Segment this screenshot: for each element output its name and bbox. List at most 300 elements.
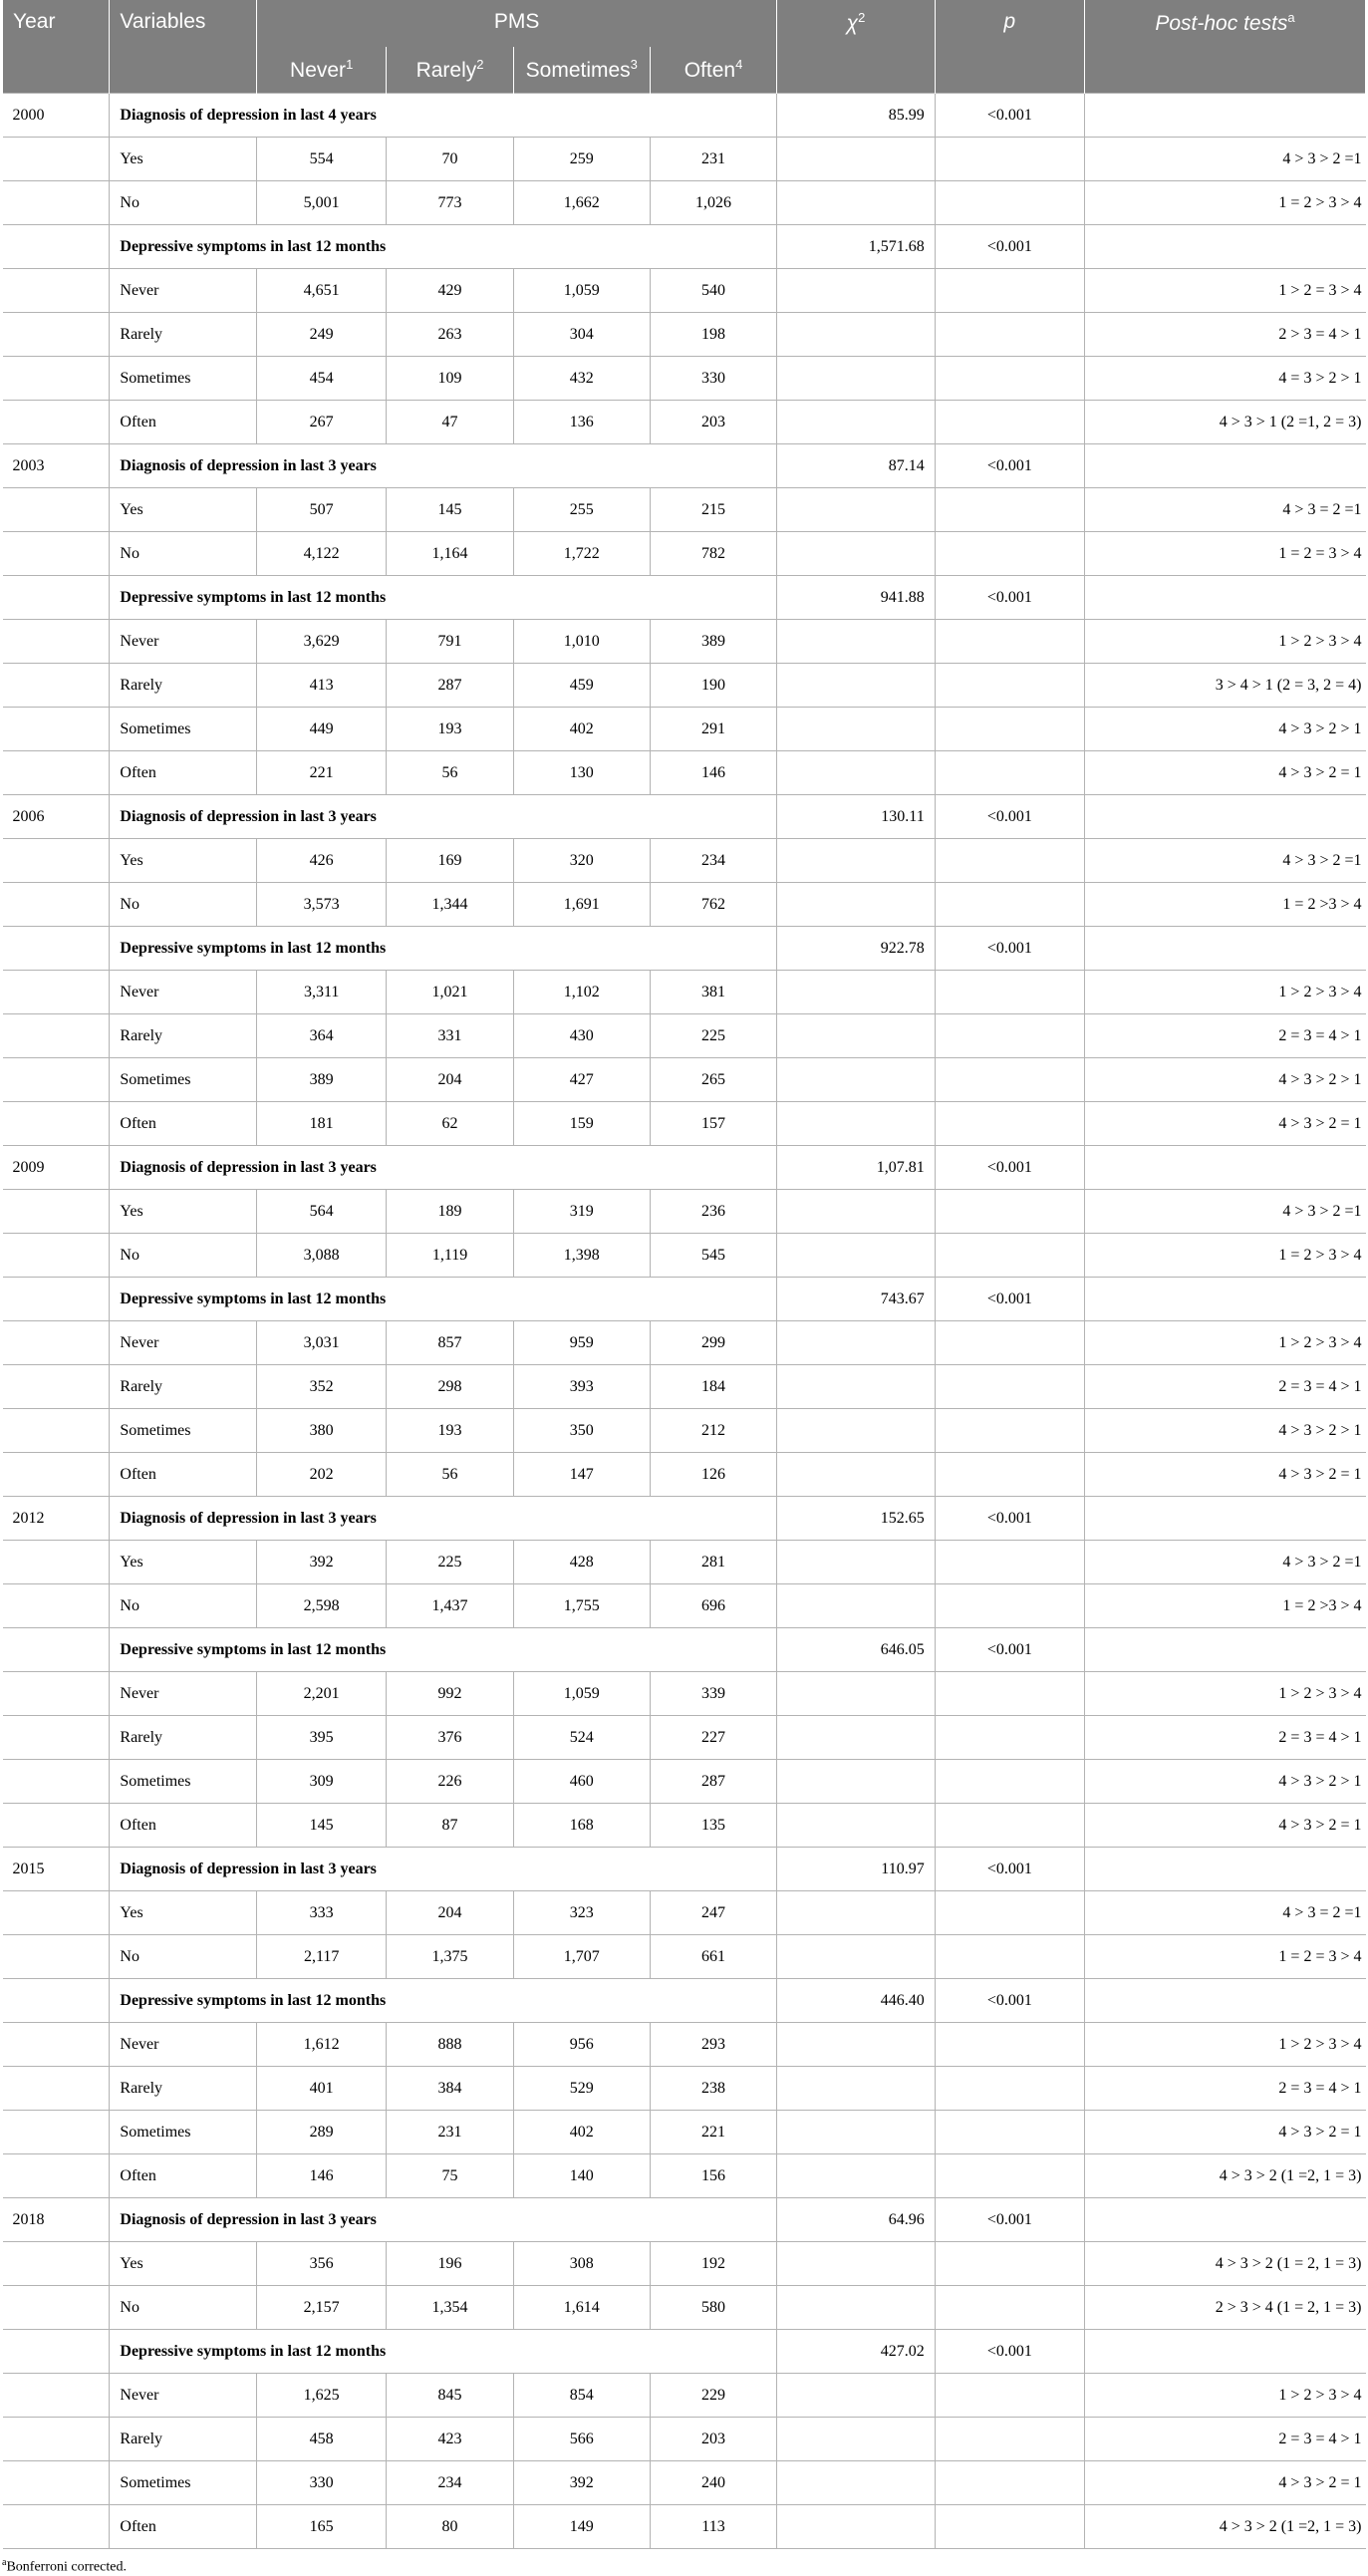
year-empty (3, 1453, 110, 1497)
count-cell: 1,119 (387, 1234, 514, 1278)
p-empty (935, 620, 1084, 664)
count-cell: 147 (513, 1453, 650, 1497)
count-cell: 1,026 (650, 181, 777, 225)
p-empty (935, 488, 1084, 532)
posthoc-result: 1 = 2 > 3 > 4 (1085, 181, 1366, 225)
year-empty (3, 1891, 110, 1935)
chi2-value: 743.67 (777, 1278, 935, 1321)
year-empty (3, 269, 110, 313)
chi2-value: 922.78 (777, 927, 935, 971)
year-empty (3, 488, 110, 532)
header-posthoc: Post-hoc tests$^a$ (1085, 0, 1366, 94)
count-cell: 323 (513, 1891, 650, 1935)
chi2-value: 446.40 (777, 1979, 935, 2023)
count-cell: 956 (513, 2023, 650, 2067)
year-empty (3, 664, 110, 708)
section-title: Depressive symptoms in last 12 months (110, 576, 777, 620)
count-cell: 1,059 (513, 269, 650, 313)
section-row (3, 1497, 1366, 1541)
p-empty (935, 269, 1084, 313)
section-row (3, 2330, 1366, 2374)
posthoc-result: 1 > 2 > 3 > 4 (1085, 1672, 1366, 1716)
chi2-empty (777, 488, 935, 532)
year-empty (3, 883, 110, 927)
count-cell: 3,311 (257, 971, 387, 1014)
p-empty (935, 2111, 1084, 2154)
section-row (3, 1146, 1366, 1190)
table-row (3, 708, 1366, 751)
year-empty (3, 2067, 110, 2111)
section-row (3, 795, 1366, 839)
count-cell: 159 (513, 1102, 650, 1146)
year-empty (3, 708, 110, 751)
posthoc-result: 2 = 3 = 4 > 1 (1085, 2418, 1366, 2461)
count-cell: 782 (650, 532, 777, 576)
p-empty (935, 313, 1084, 357)
chi2-empty (777, 1891, 935, 1935)
chi2-value: 1,571.68 (777, 225, 935, 269)
table-row (3, 357, 1366, 401)
year-empty (3, 1541, 110, 1584)
table-row (3, 1584, 1366, 1628)
count-cell: 540 (650, 269, 777, 313)
p-empty (935, 532, 1084, 576)
row-label: Sometimes (110, 1058, 257, 1102)
section-row (3, 444, 1366, 488)
posthoc-empty (1085, 94, 1366, 138)
posthoc-result: 4 > 3 > 2 =1 (1085, 839, 1366, 883)
row-label: Often (110, 1804, 257, 1848)
count-cell: 203 (650, 401, 777, 444)
chi2-empty (777, 1102, 935, 1146)
posthoc-empty (1085, 1628, 1366, 1672)
count-cell: 1,010 (513, 620, 650, 664)
p-value: <0.001 (935, 1628, 1084, 1672)
chi2-empty (777, 2461, 935, 2505)
p-empty (935, 138, 1084, 181)
p-empty (935, 2505, 1084, 2549)
p-empty (935, 2286, 1084, 2330)
count-cell: 545 (650, 1234, 777, 1278)
count-cell: 204 (387, 1891, 514, 1935)
year-cell: 2009 (3, 1146, 110, 1190)
footnote: $^a$Bonferroni corrected. (2, 2557, 127, 2575)
chi2-empty (777, 181, 935, 225)
table-row (3, 1014, 1366, 1058)
p-empty (935, 1365, 1084, 1409)
header-rarely: Rarely$^2$ (387, 47, 514, 94)
posthoc-result: 4 > 3 > 2 =1 (1085, 1541, 1366, 1584)
count-cell: 580 (650, 2286, 777, 2330)
row-label: Yes (110, 1190, 257, 1234)
count-cell: 156 (650, 2154, 777, 2198)
count-cell: 888 (387, 2023, 514, 2067)
posthoc-result: 2 = 3 = 4 > 1 (1085, 1365, 1366, 1409)
count-cell: 384 (387, 2067, 514, 2111)
year-empty (3, 1760, 110, 1804)
year-empty (3, 181, 110, 225)
count-cell: 70 (387, 138, 514, 181)
p-empty (935, 708, 1084, 751)
count-cell: 364 (257, 1014, 387, 1058)
count-cell: 401 (257, 2067, 387, 2111)
row-label: Never (110, 1672, 257, 1716)
year-empty (3, 1804, 110, 1848)
section-row (3, 1628, 1366, 1672)
count-cell: 554 (257, 138, 387, 181)
p-empty (935, 357, 1084, 401)
posthoc-result: 1 > 2 > 3 > 4 (1085, 1321, 1366, 1365)
count-cell: 126 (650, 1453, 777, 1497)
p-empty (935, 181, 1084, 225)
count-cell: 204 (387, 1058, 514, 1102)
chi2-empty (777, 2418, 935, 2461)
table-row (3, 181, 1366, 225)
count-cell: 198 (650, 313, 777, 357)
header-often: Often$^4$ (650, 47, 777, 94)
count-cell: 380 (257, 1409, 387, 1453)
count-cell: 1,354 (387, 2286, 514, 2330)
count-cell: 333 (257, 1891, 387, 1935)
count-cell: 308 (513, 2242, 650, 2286)
posthoc-empty (1085, 2198, 1366, 2242)
table-row (3, 1365, 1366, 1409)
chi2-empty (777, 1365, 935, 1409)
p-empty (935, 1935, 1084, 1979)
count-cell: 330 (257, 2461, 387, 2505)
chi2-empty (777, 357, 935, 401)
table-row (3, 1672, 1366, 1716)
p-value: <0.001 (935, 1848, 1084, 1891)
count-cell: 87 (387, 1804, 514, 1848)
posthoc-result: 1 > 2 > 3 > 4 (1085, 971, 1366, 1014)
year-empty (3, 751, 110, 795)
count-cell: 221 (650, 2111, 777, 2154)
count-cell: 429 (387, 269, 514, 313)
posthoc-result: 4 > 3 > 2 (1 =2, 1 = 3) (1085, 2154, 1366, 2198)
year-empty (3, 401, 110, 444)
count-cell: 791 (387, 620, 514, 664)
chi2-empty (777, 1321, 935, 1365)
count-cell: 1,691 (513, 883, 650, 927)
count-cell: 202 (257, 1453, 387, 1497)
table-row (3, 620, 1366, 664)
count-cell: 259 (513, 138, 650, 181)
header-pms: PMS (257, 0, 777, 47)
count-cell: 56 (387, 751, 514, 795)
p-value: <0.001 (935, 1497, 1084, 1541)
p-empty (935, 1453, 1084, 1497)
section-row (3, 576, 1366, 620)
count-cell: 140 (513, 2154, 650, 2198)
posthoc-result: 1 = 2 = 3 > 4 (1085, 1935, 1366, 1979)
count-cell: 389 (257, 1058, 387, 1102)
count-cell: 1,662 (513, 181, 650, 225)
year-empty (3, 1935, 110, 1979)
count-cell: 1,625 (257, 2374, 387, 2418)
count-cell: 215 (650, 488, 777, 532)
p-value: <0.001 (935, 1146, 1084, 1190)
count-cell: 225 (387, 1541, 514, 1584)
chi2-empty (777, 1234, 935, 1278)
count-cell: 80 (387, 2505, 514, 2549)
p-empty (935, 2067, 1084, 2111)
year-cell: 2012 (3, 1497, 110, 1541)
count-cell: 229 (650, 2374, 777, 2418)
year-empty (3, 2154, 110, 2198)
table-row (3, 1058, 1366, 1102)
section-row (3, 1278, 1366, 1321)
posthoc-empty (1085, 1497, 1366, 1541)
chi2-empty (777, 1014, 935, 1058)
row-label: Often (110, 2154, 257, 2198)
p-empty (935, 1409, 1084, 1453)
year-empty (3, 971, 110, 1014)
p-value: <0.001 (935, 576, 1084, 620)
row-label: Rarely (110, 1365, 257, 1409)
chi2-empty (777, 2242, 935, 2286)
table-row (3, 1891, 1366, 1935)
p-value: <0.001 (935, 795, 1084, 839)
year-cell: 2015 (3, 1848, 110, 1891)
year-empty (3, 313, 110, 357)
chi2-value: 64.96 (777, 2198, 935, 2242)
count-cell: 1,437 (387, 1584, 514, 1628)
count-cell: 169 (387, 839, 514, 883)
posthoc-empty (1085, 225, 1366, 269)
count-cell: 227 (650, 1716, 777, 1760)
count-cell: 773 (387, 181, 514, 225)
chi2-empty (777, 2286, 935, 2330)
table-row (3, 2461, 1366, 2505)
section-title: Diagnosis of depression in last 4 years (110, 94, 777, 138)
count-cell: 3,629 (257, 620, 387, 664)
count-cell: 291 (650, 708, 777, 751)
year-cell (3, 1278, 110, 1321)
section-row (3, 1848, 1366, 1891)
count-cell: 221 (257, 751, 387, 795)
chi2-empty (777, 1584, 935, 1628)
count-cell: 5,001 (257, 181, 387, 225)
count-cell: 287 (650, 1760, 777, 1804)
p-value: <0.001 (935, 1278, 1084, 1321)
row-label: Often (110, 751, 257, 795)
row-label: Rarely (110, 1014, 257, 1058)
header-sometimes: Sometimes$^3$ (513, 47, 650, 94)
posthoc-result: 1 > 2 > 3 > 4 (1085, 620, 1366, 664)
table-row (3, 2242, 1366, 2286)
row-label: No (110, 2286, 257, 2330)
posthoc-result: 4 > 3 > 2 (1 = 2, 1 = 3) (1085, 2242, 1366, 2286)
count-cell: 458 (257, 2418, 387, 2461)
count-cell: 392 (513, 2461, 650, 2505)
chi2-empty (777, 1716, 935, 1760)
count-cell: 352 (257, 1365, 387, 1409)
posthoc-result: 4 > 3 = 2 =1 (1085, 488, 1366, 532)
table-row (3, 1804, 1366, 1848)
row-label: Yes (110, 1541, 257, 1584)
row-label: Rarely (110, 1716, 257, 1760)
count-cell: 304 (513, 313, 650, 357)
chi2-empty (777, 532, 935, 576)
p-empty (935, 1234, 1084, 1278)
pms-depression-table (2, 0, 1366, 2549)
p-empty (935, 2461, 1084, 2505)
p-empty (935, 1321, 1084, 1365)
count-cell: 4,651 (257, 269, 387, 313)
year-empty (3, 1058, 110, 1102)
posthoc-result: 4 > 3 = 2 =1 (1085, 1891, 1366, 1935)
count-cell: 428 (513, 1541, 650, 1584)
section-title: Depressive symptoms in last 12 months (110, 1979, 777, 2023)
table-row (3, 664, 1366, 708)
p-empty (935, 1891, 1084, 1935)
p-empty (935, 1190, 1084, 1234)
posthoc-empty (1085, 444, 1366, 488)
count-cell: 393 (513, 1365, 650, 1409)
row-label: Rarely (110, 313, 257, 357)
year-empty (3, 357, 110, 401)
section-row (3, 225, 1366, 269)
table-row (3, 1760, 1366, 1804)
row-label: Never (110, 2374, 257, 2418)
chi2-empty (777, 664, 935, 708)
table-row (3, 1409, 1366, 1453)
p-value: <0.001 (935, 444, 1084, 488)
count-cell: 661 (650, 1935, 777, 1979)
year-cell (3, 2330, 110, 2374)
chi2-empty (777, 2111, 935, 2154)
p-value: <0.001 (935, 225, 1084, 269)
count-cell: 226 (387, 1760, 514, 1804)
count-cell: 2,598 (257, 1584, 387, 1628)
row-label: Sometimes (110, 708, 257, 751)
posthoc-result: 4 > 3 > 1 (2 =1, 2 = 3) (1085, 401, 1366, 444)
year-empty (3, 2418, 110, 2461)
year-empty (3, 839, 110, 883)
section-title: Diagnosis of depression in last 3 years (110, 795, 777, 839)
posthoc-result: 1 = 2 = 3 > 4 (1085, 532, 1366, 576)
p-empty (935, 1541, 1084, 1584)
count-cell: 190 (650, 664, 777, 708)
count-cell: 529 (513, 2067, 650, 2111)
table-row (3, 751, 1366, 795)
chi2-empty (777, 2505, 935, 2549)
count-cell: 165 (257, 2505, 387, 2549)
year-empty (3, 1672, 110, 1716)
chi2-empty (777, 2374, 935, 2418)
count-cell: 212 (650, 1409, 777, 1453)
count-cell: 255 (513, 488, 650, 532)
table-row (3, 401, 1366, 444)
year-cell (3, 927, 110, 971)
table-row (3, 1453, 1366, 1497)
year-empty (3, 2023, 110, 2067)
table-row (3, 138, 1366, 181)
posthoc-empty (1085, 1146, 1366, 1190)
row-label: No (110, 181, 257, 225)
year-empty (3, 2242, 110, 2286)
count-cell: 234 (650, 839, 777, 883)
posthoc-result: 4 > 3 > 2 = 1 (1085, 1453, 1366, 1497)
count-cell: 145 (387, 488, 514, 532)
count-cell: 136 (513, 401, 650, 444)
section-title: Diagnosis of depression in last 3 years (110, 1146, 777, 1190)
posthoc-result: 4 > 3 > 2 =1 (1085, 138, 1366, 181)
count-cell: 145 (257, 1804, 387, 1848)
p-empty (935, 2023, 1084, 2067)
chi2-value: 941.88 (777, 576, 935, 620)
chi2-empty (777, 1672, 935, 1716)
count-cell: 47 (387, 401, 514, 444)
section-row (3, 1979, 1366, 2023)
count-cell: 320 (513, 839, 650, 883)
count-cell: 130 (513, 751, 650, 795)
row-label: Rarely (110, 2067, 257, 2111)
count-cell: 149 (513, 2505, 650, 2549)
posthoc-result: 2 > 3 > 4 (1 = 2, 1 = 3) (1085, 2286, 1366, 2330)
posthoc-result: 4 > 3 > 2 =1 (1085, 1190, 1366, 1234)
count-cell: 4,122 (257, 532, 387, 576)
p-empty (935, 1804, 1084, 1848)
posthoc-result: 1 > 2 > 3 > 4 (1085, 2023, 1366, 2067)
count-cell: 193 (387, 708, 514, 751)
count-cell: 225 (650, 1014, 777, 1058)
row-label: No (110, 883, 257, 927)
year-cell (3, 576, 110, 620)
row-label: Rarely (110, 664, 257, 708)
section-title: Depressive symptoms in last 12 months (110, 927, 777, 971)
p-empty (935, 839, 1084, 883)
section-title: Diagnosis of depression in last 3 years (110, 2198, 777, 2242)
count-cell: 236 (650, 1190, 777, 1234)
section-title: Diagnosis of depression in last 3 years (110, 1848, 777, 1891)
posthoc-result: 1 > 2 > 3 > 4 (1085, 2374, 1366, 2418)
chi2-empty (777, 1190, 935, 1234)
table-row (3, 2505, 1366, 2549)
row-label: Often (110, 2505, 257, 2549)
posthoc-empty (1085, 2330, 1366, 2374)
row-label: Never (110, 2023, 257, 2067)
year-empty (3, 532, 110, 576)
p-empty (935, 1584, 1084, 1628)
count-cell: 299 (650, 1321, 777, 1365)
chi2-empty (777, 2023, 935, 2067)
chi2-empty (777, 883, 935, 927)
count-cell: 350 (513, 1409, 650, 1453)
count-cell: 854 (513, 2374, 650, 2418)
count-cell: 992 (387, 1672, 514, 1716)
count-cell: 507 (257, 488, 387, 532)
count-cell: 231 (650, 138, 777, 181)
p-value: <0.001 (935, 2198, 1084, 2242)
count-cell: 566 (513, 2418, 650, 2461)
row-label: Often (110, 401, 257, 444)
table-row (3, 1190, 1366, 1234)
chi2-empty (777, 138, 935, 181)
count-cell: 1,164 (387, 532, 514, 576)
count-cell: 3,573 (257, 883, 387, 927)
posthoc-empty (1085, 927, 1366, 971)
year-empty (3, 138, 110, 181)
year-empty (3, 1365, 110, 1409)
chi2-empty (777, 1409, 935, 1453)
posthoc-result: 4 > 3 > 2 > 1 (1085, 708, 1366, 751)
count-cell: 1,398 (513, 1234, 650, 1278)
table-row (3, 2374, 1366, 2418)
table-row (3, 2286, 1366, 2330)
header-p: p (935, 0, 1084, 94)
